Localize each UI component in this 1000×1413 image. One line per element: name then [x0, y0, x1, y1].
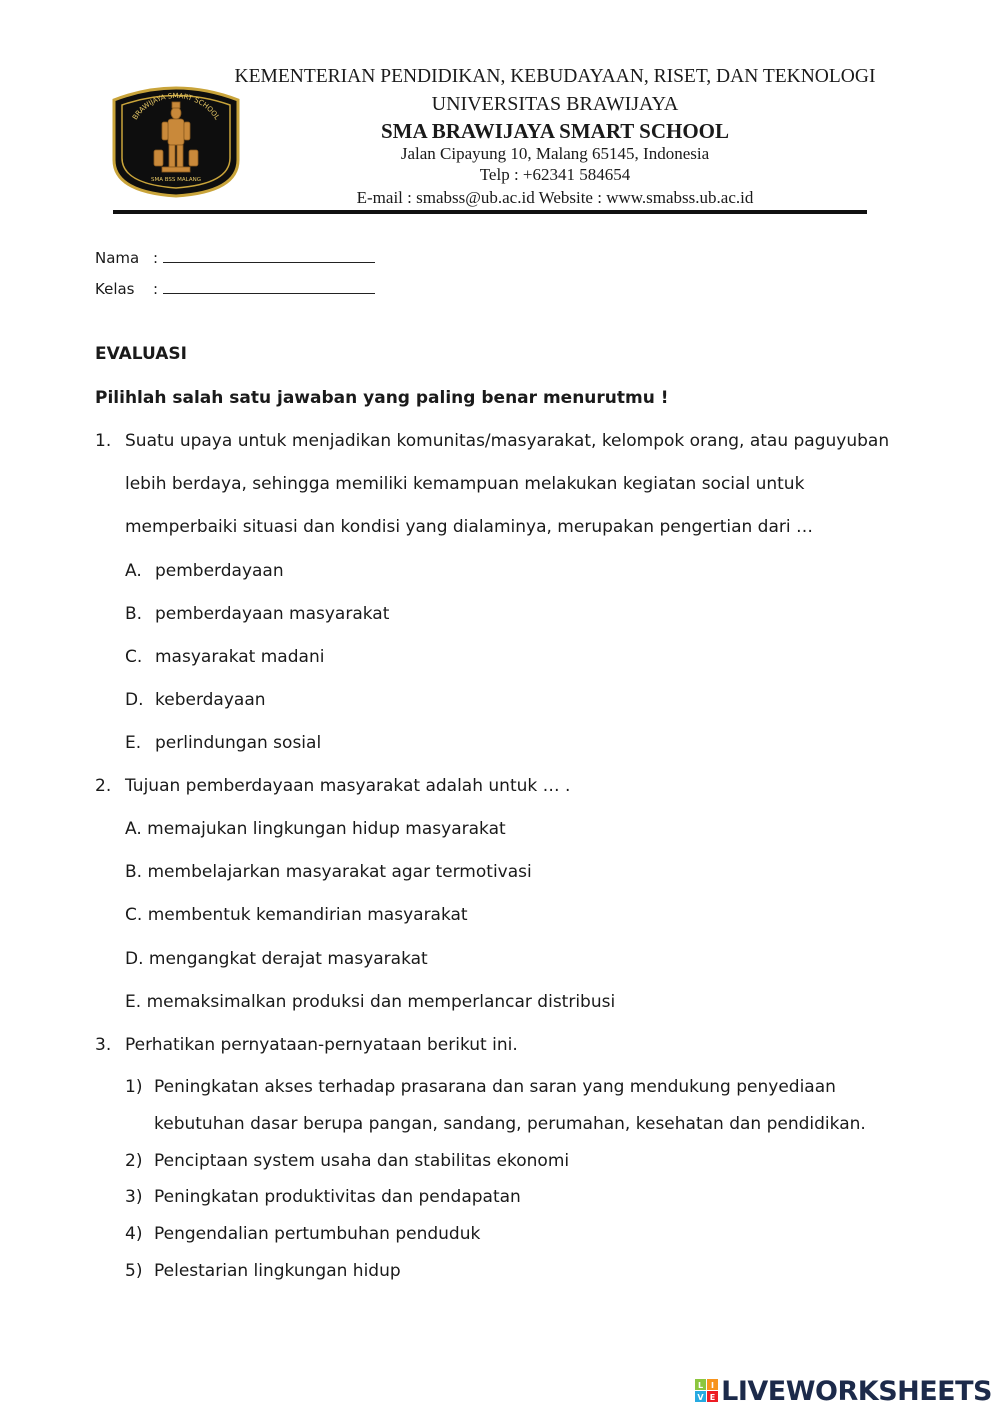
q2-option-e[interactable]: E. memaksimalkan produksi dan memperlancar distribusi [125, 992, 616, 1012]
question-1-number: 1. [95, 431, 112, 451]
school-phone: Telp : +62341 584654 [479, 165, 631, 184]
liveworksheets-watermark [695, 1376, 992, 1406]
q2-option-b[interactable]: B. membelajarkan masyarakat agar termotivasi [125, 862, 532, 882]
q3-statement-3: Peningkatan produktivitas dan pendapatan [154, 1187, 521, 1207]
q2-option-c[interactable]: C. membentuk kemandirian masyarakat [125, 905, 468, 925]
svg-text:V: V [697, 1393, 704, 1402]
school-address: Jalan Cipayung 10, Malang 65145, Indonesia [400, 144, 710, 163]
liveworksheets-wordmark: LIVEWORKSHEETS [721, 1375, 992, 1407]
question-1-line-2: lebih berdaya, sehingga memiliki kemampuan melakukan kegiatan social untuk [125, 474, 805, 494]
class-input-line[interactable] [163, 279, 375, 294]
name-input-line[interactable] [163, 248, 375, 263]
class-field-row [95, 279, 375, 298]
q3-statement-2: Penciptaan system usaha dan stabilitas ekonomi [154, 1151, 570, 1171]
instruction: Pilihlah salah satu jawaban yang paling benar menurutmu ! [95, 388, 669, 408]
question-1-line-1: Suatu upaya untuk menjadikan komunitas/masyarakat, kelompok orang, atau paguyuban [125, 431, 890, 451]
svg-text:L: L [698, 1381, 704, 1390]
q3-statement-1-line-1: Peningkatan akses terhadap prasarana dan saran yang mendukung penyediaan [154, 1077, 836, 1097]
university-name: UNIVERSITAS BRAWIJAYA [431, 93, 679, 115]
svg-text:E: E [709, 1393, 716, 1402]
logo-ring-bottom: SMA BSS MALANG [151, 177, 201, 183]
school-name: SMA BRAWIJAYA SMART SCHOOL [381, 119, 729, 143]
q1-option-c[interactable]: C. masyarakat madani [125, 647, 325, 667]
name-colon: : [153, 249, 159, 267]
q3-statement-2-number: 2) [125, 1151, 143, 1171]
q1-option-a[interactable]: A. pemberdayaan [125, 561, 284, 581]
class-colon: : [153, 280, 159, 298]
q2-option-d[interactable]: D. mengangkat derajat masyarakat [125, 949, 428, 969]
name-field-row [95, 248, 375, 267]
q1-option-d[interactable]: D. keberdayaan [125, 690, 266, 710]
question-3-line-1: Perhatikan pernyataan-pernyataan berikut ini. [125, 1035, 518, 1055]
q2-option-a[interactable]: A. memajukan lingkungan hidup masyarakat [125, 819, 506, 839]
q1-option-b[interactable]: B. pemberdayaan masyarakat [125, 604, 390, 624]
q3-statement-1-number: 1) [125, 1077, 143, 1097]
liveworksheets-badge-icon [695, 1379, 719, 1403]
question-3-number: 3. [95, 1035, 112, 1055]
school-contact: E-mail : smabss@ub.ac.id Website : www.smabss.ub.ac.id [356, 188, 754, 207]
logo-ring-top: BRAWIJAYA SMART SCHOOL [130, 91, 222, 122]
q3-statement-5: Pelestarian lingkungan hidup [154, 1261, 401, 1281]
q3-statement-4-number: 4) [125, 1224, 143, 1244]
section-title: EVALUASI [95, 344, 188, 364]
letterhead-divider [113, 210, 867, 214]
q3-statement-3-number: 3) [125, 1187, 143, 1207]
class-label: Kelas [95, 280, 135, 298]
svg-text:I: I [711, 1381, 715, 1390]
q3-statement-1-line-2: kebutuhan dasar berupa pangan, sandang, perumahan, kesehatan dan pendidikan. [154, 1114, 866, 1134]
q3-statement-4: Pengendalian pertumbuhan penduduk [154, 1224, 481, 1244]
q1-option-e[interactable]: E. perlindungan sosial [125, 733, 322, 753]
question-2-line-1: Tujuan pemberdayaan masyarakat adalah untuk … . [125, 776, 571, 796]
name-label: Nama [95, 249, 140, 267]
question-1-line-3: memperbaiki situasi dan kondisi yang dialaminya, merupakan pengertian dari … [125, 517, 814, 537]
question-2-number: 2. [95, 776, 112, 796]
q3-statement-5-number: 5) [125, 1261, 143, 1281]
ministry-name: KEMENTERIAN PENDIDIKAN, KEBUDAYAAN, RISET, DAN TEKNOLOGI [234, 66, 876, 87]
